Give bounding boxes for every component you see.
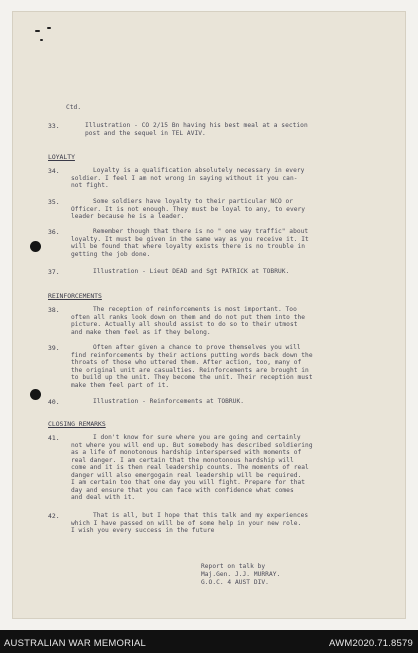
section-number: 39.: [48, 344, 60, 352]
section-33-line-1: Illustration - CO 2/15 Bn having his best meal at a section: [85, 122, 308, 129]
section-34-line-3: not fight.: [71, 182, 109, 189]
section-41-line-3: as a life of monotonous hardship interspersed with moments of: [71, 449, 302, 456]
section-42-line-1: That is all, but I hope that this talk and my experiences: [93, 512, 309, 519]
section-41-line-9: and deal with it.: [71, 494, 136, 501]
section-41-line-1: I don't know for sure where you are going and certainly: [93, 434, 301, 441]
section-35-line-2: Officer. It is not enough. They must be loyal to any, to every: [71, 205, 306, 213]
section-number: 35.: [48, 198, 60, 206]
section-41-line-8: day and ensure that you can face with confidence what comes: [71, 486, 294, 494]
section-39-line-4: the original unit are casualties. Reinforcements are brought in: [71, 366, 309, 374]
section-36-line-3: will be found that where loyalty exists there is no trouble in: [71, 243, 306, 250]
signature-line-3: G.O.C. 4 AUST DIV.: [201, 579, 269, 586]
section-41-line-5: come and it is then real leadership counts. The moments of real: [71, 464, 309, 471]
ink-speck: [47, 27, 51, 29]
section-39-line-2: find reinforcements by their actions putting words back down the: [71, 351, 313, 359]
heading-reinforcements: REINFORCEMENTS: [48, 292, 102, 300]
section-34-line-1: Loyalty is a qualification absolutely necessary in every: [93, 167, 305, 174]
section-37-line-1: Illustration - Lieut DEAD and Sgt PATRICK at TOBRUK.: [93, 268, 290, 275]
section-number: 41.: [48, 434, 60, 442]
section-36-line-4: getting the job done.: [71, 250, 151, 258]
section-41-line-4: real danger. I am certain that the monotonous hardship will: [71, 456, 294, 464]
signature-line-1: Report on talk by: [201, 563, 266, 570]
section-38-line-3: picture. Actually all should assist to do so to their utmost: [71, 321, 298, 328]
heading-closing-remarks: CLOSING REMARKS: [48, 420, 106, 428]
section-35-line-3: leader because he is a leader.: [71, 213, 185, 220]
section-39-line-1: Often after given a chance to prove themselves you will: [93, 344, 301, 351]
archive-footer: [0, 630, 418, 653]
section-42-line-3: I wish you every success in the future: [71, 527, 215, 534]
section-41-line-7: I am certain too that one day you will fight. Prepare for that: [71, 479, 306, 486]
ink-speck: [40, 39, 43, 41]
heading-loyalty: LOYALTY: [48, 153, 75, 161]
section-33-line-2: post and the sequel in TEL AVIV.: [85, 129, 206, 137]
section-number: 37.: [48, 268, 60, 276]
section-36-line-2: loyalty. It must be given in the same way as you receive it. It: [71, 235, 309, 243]
continued-marker: Ctd.: [66, 104, 82, 111]
section-38-line-4: and make them feel as if they belong.: [71, 328, 211, 336]
section-39-line-6: make them feel part of it.: [71, 381, 170, 389]
section-38-line-2: often all ranks look down on them and do not put them into the: [71, 313, 306, 321]
punch-hole-lower: [30, 389, 41, 400]
section-40-line-1: Illustration - Reinforcements at TOBRUK.: [93, 398, 245, 405]
section-number: 38.: [48, 306, 60, 314]
section-number: 34.: [48, 167, 60, 175]
signature-line-2: Maj.Gen. J.J. MURRAY.: [201, 571, 281, 578]
document-page: [13, 12, 405, 618]
section-42-line-2: which I have passed on will be of some help in your new role.: [71, 519, 302, 527]
section-41-line-2: not where you will end up. But somebody has described soldiering: [71, 441, 313, 449]
accession-number: AWM2020.71.8579: [329, 638, 413, 649]
section-41-line-6: danger will also emergogain real leadership will be required.: [71, 471, 302, 479]
section-35-line-1: Some soldiers have loyalty to their particular NCO or: [93, 198, 294, 205]
section-39-line-5: to build up the unit. They become the unit. Their reception must: [71, 374, 313, 381]
institution-name: AUSTRALIAN WAR MEMORIAL: [4, 638, 147, 649]
section-34-line-2: soldier. I feel I am not wrong in saying without it you can-: [71, 174, 298, 182]
section-39-line-3: throats of those who uttered them. After action, too, many of: [71, 359, 302, 366]
section-number: 33.: [48, 122, 60, 130]
section-number: 42.: [48, 512, 60, 520]
section-number: 36.: [48, 228, 60, 236]
section-36-line-1: Remember though that there is no " one way traffic" about: [93, 228, 309, 235]
section-38-line-1: The reception of reinforcements is most important. Too: [93, 306, 297, 313]
punch-hole-upper: [30, 241, 41, 252]
ink-speck: [35, 30, 40, 32]
section-number: 40.: [48, 398, 60, 406]
